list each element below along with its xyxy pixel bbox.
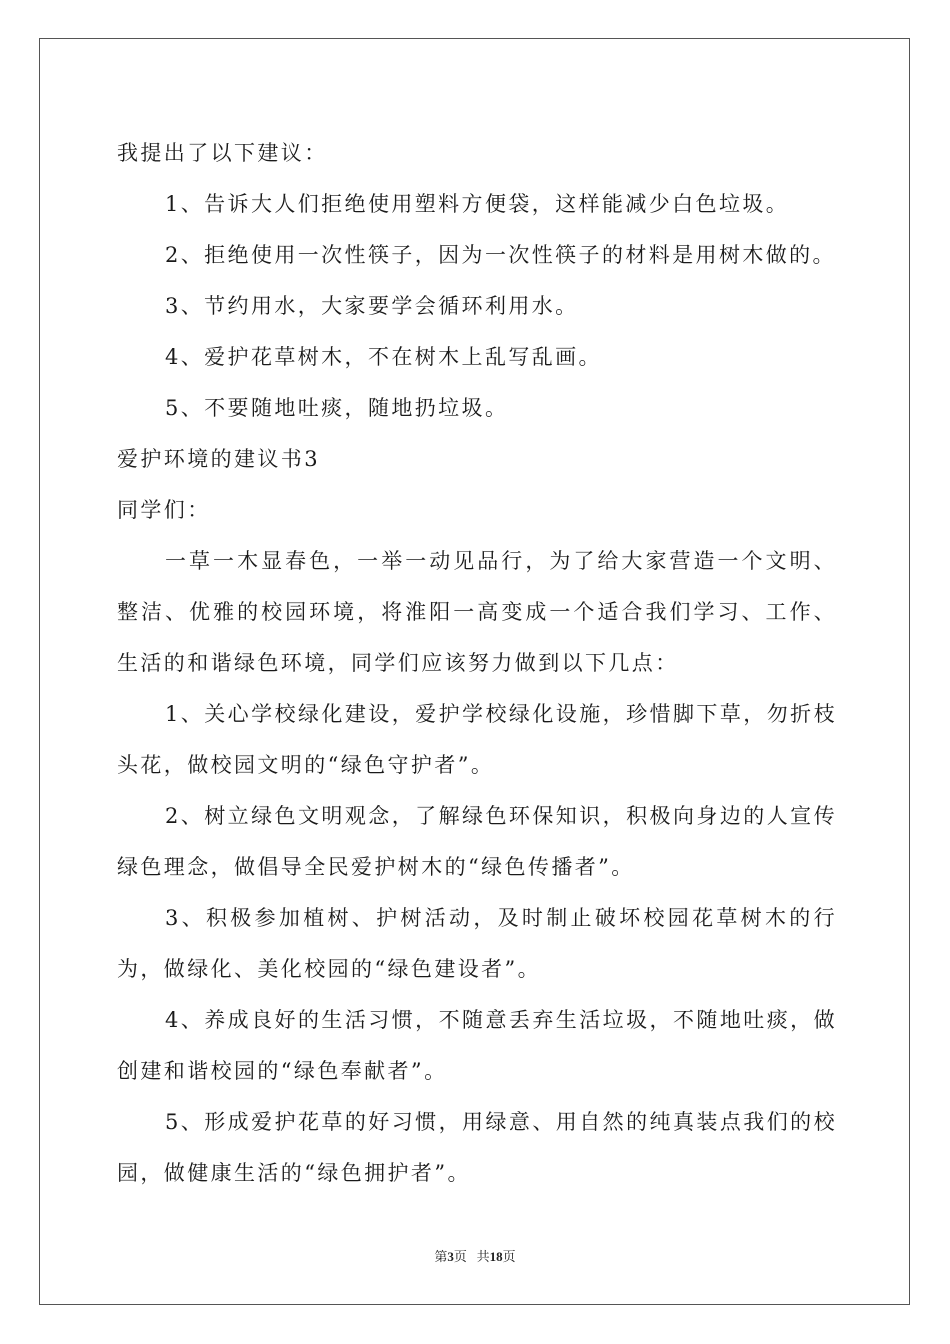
document-body — [117, 128, 837, 1199]
suggestion-item: 1、告诉大人们拒绝使用塑料方便袋，这样能减少白色垃圾。 — [165, 192, 790, 216]
paragraph: 一草一木显春色，一举一动见品行，为了给大家营造一个文明、整洁、优雅的校园环境，将淮阳一高变成一个适合我们学习、工作、生活的和谐绿色环境，同学们应该努力做到以下几点： — [117, 549, 837, 675]
page-prefix: 第 — [434, 1249, 448, 1264]
salutation: 同学们： — [117, 498, 211, 522]
total-pages: 18 — [489, 1249, 503, 1264]
total-prefix: 共 — [476, 1249, 490, 1264]
suggestion-item: 3、节约用水，大家要学会循环利用水。 — [165, 294, 579, 318]
paragraph: 4、养成良好的生活习惯，不随意丢弃生活垃圾，不随地吐痰，做创建和谐校园的“绿色奉献者”。 — [117, 1008, 837, 1083]
paragraph: 3、积极参加植树、护树活动，及时制止破坏校园花草树木的行为，做绿化、美化校园的“绿色建设者”。 — [117, 906, 837, 981]
suggestion-item: 2、拒绝使用一次性筷子，因为一次性筷子的材料是用树木做的。 — [165, 243, 836, 267]
total-suffix: 页 — [502, 1249, 516, 1264]
suggestion-item: 5、不要随地吐痰，随地扔垃圾。 — [165, 396, 509, 420]
suggestion-item: 4、爱护花草树木，不在树木上乱写乱画。 — [165, 345, 602, 369]
paragraph: 2、树立绿色文明观念，了解绿色环保知识，积极向身边的人宣传绿色理念，做倡导全民爱护树木的“绿色传播者”。 — [117, 804, 837, 879]
page-number: 3 — [447, 1249, 454, 1264]
page-suffix: 页 — [453, 1249, 467, 1264]
intro-line: 我提出了以下建议： — [117, 141, 328, 165]
section-title: 爱护环境的建议书3 — [117, 447, 320, 471]
page-footer — [0, 1246, 950, 1265]
paragraph: 1、关心学校绿化建设，爱护学校绿化设施，珍惜脚下草，勿折枝头花，做校园文明的“绿色守护者”。 — [117, 702, 837, 777]
paragraph: 5、形成爱护花草的好习惯，用绿意、用自然的纯真装点我们的校园，做健康生活的“绿色拥护者”。 — [117, 1110, 837, 1185]
